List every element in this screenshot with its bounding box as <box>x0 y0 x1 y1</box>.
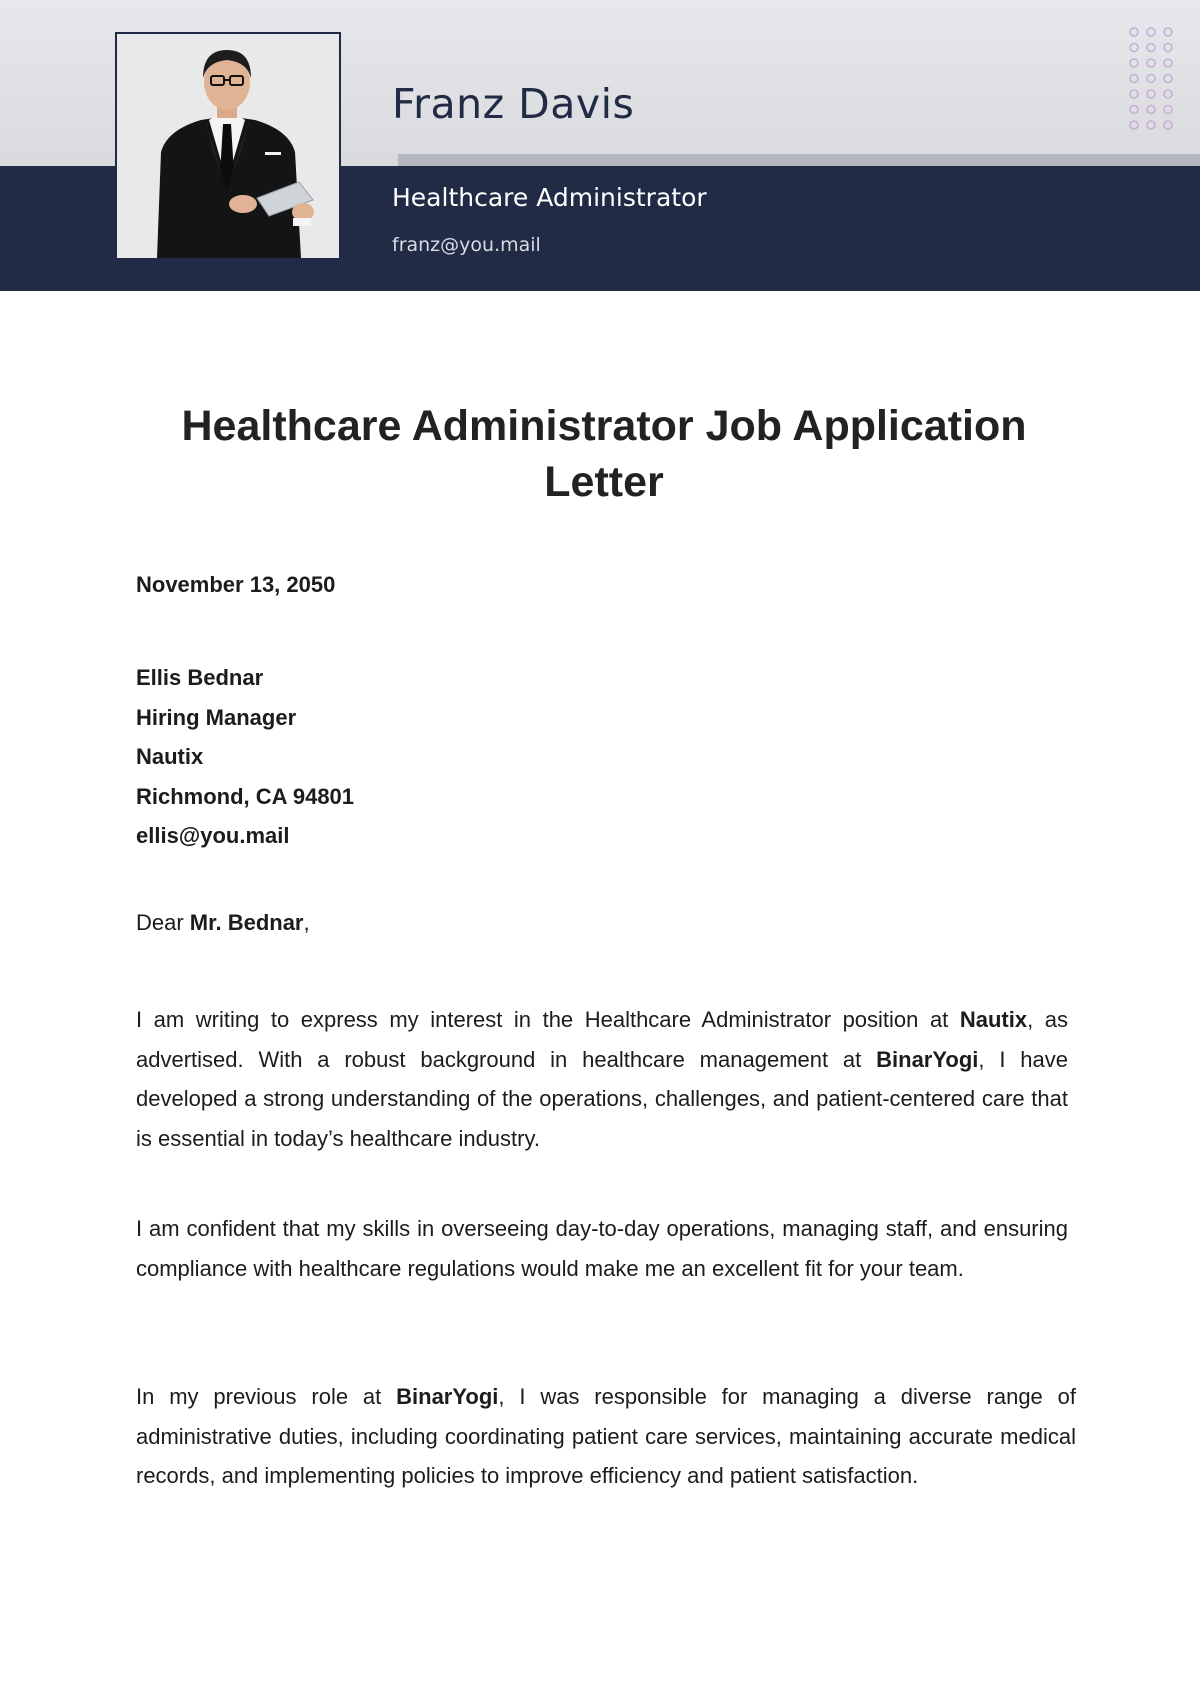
paragraph1-employer: BinarYogi <box>876 1046 979 1072</box>
decorative-dot <box>1147 28 1155 36</box>
decorative-dot <box>1130 28 1138 36</box>
paragraph1-text-3: , I have developed a strong understanding of the operations, challenges, and patient-centered care that is essential in today’s healthcare industry. <box>136 1046 1068 1151</box>
letter-date: November 13, 2050 <box>136 572 336 597</box>
salutation-prefix: Dear <box>136 910 190 935</box>
decorative-dot <box>1130 59 1138 67</box>
letter-title: Healthcare Administrator Job Application Letter <box>181 402 1027 506</box>
decorative-dot <box>1130 90 1138 98</box>
paragraph3-text-1: In my previous role at <box>136 1384 397 1409</box>
paragraph3-employer: BinarYogi <box>396 1384 499 1409</box>
recipient-block <box>136 658 354 856</box>
body-paragraph-1 <box>136 1000 1068 1158</box>
recipient-address: Richmond, CA 94801 <box>136 783 355 809</box>
decorative-dot <box>1164 44 1172 52</box>
applicant-email: franz@you.mail <box>392 234 541 256</box>
profile-photo <box>115 32 341 260</box>
decorative-dot <box>1164 90 1172 98</box>
salutation <box>136 910 310 936</box>
decorative-dot <box>1164 106 1172 114</box>
decorative-dot <box>1164 75 1172 83</box>
person-portrait-icon <box>117 34 339 258</box>
paragraph1-company: Nautix <box>959 1007 1028 1032</box>
header-accent-strip <box>398 154 1200 166</box>
decorative-dot-grid-icon <box>1128 26 1176 132</box>
paragraph3-text-2: , I was responsible for managing a diverse range of administrative duties, including coordinating patient care services, maintaining accurate medical records, and implementing policies to improve efficiency and patient satisfaction. <box>136 1384 1076 1488</box>
body-paragraph-3 <box>136 1377 1076 1496</box>
recipient-position: Hiring Manager <box>136 704 297 730</box>
body-paragraph-2: I am confident that my skills in overseeing day-to-day operations, managing staff, and ensuring compliance with healthcare regulations would make me an excellent fit for your team. <box>136 1216 1068 1281</box>
decorative-dot <box>1147 44 1155 52</box>
applicant-role: Healthcare Administrator <box>392 183 707 212</box>
applicant-name: Franz Davis <box>392 80 635 128</box>
decorative-dot <box>1164 121 1172 129</box>
paragraph1-text-1: I am writing to express my interest in the Healthcare Administrator position at <box>136 1007 960 1032</box>
decorative-dot <box>1147 90 1155 98</box>
decorative-dot <box>1130 75 1138 83</box>
recipient-company: Nautix <box>136 744 204 769</box>
decorative-dot <box>1130 106 1138 114</box>
decorative-dot <box>1147 106 1155 114</box>
recipient-name: Ellis Bednar <box>136 665 264 690</box>
salutation-name: Mr. Bednar <box>189 910 304 935</box>
decorative-dot <box>1147 121 1155 129</box>
salutation-suffix: , <box>303 910 310 935</box>
decorative-dot <box>1164 59 1172 67</box>
recipient-email: ellis@you.mail <box>136 823 290 848</box>
paragraph1-text-2: , as advertised. With a robust background in healthcare management at <box>136 1007 1068 1072</box>
decorative-dot <box>1130 121 1138 129</box>
decorative-dot <box>1147 75 1155 83</box>
decorative-dot <box>1147 59 1155 67</box>
decorative-dot <box>1130 44 1138 52</box>
decorative-dot <box>1164 28 1172 36</box>
